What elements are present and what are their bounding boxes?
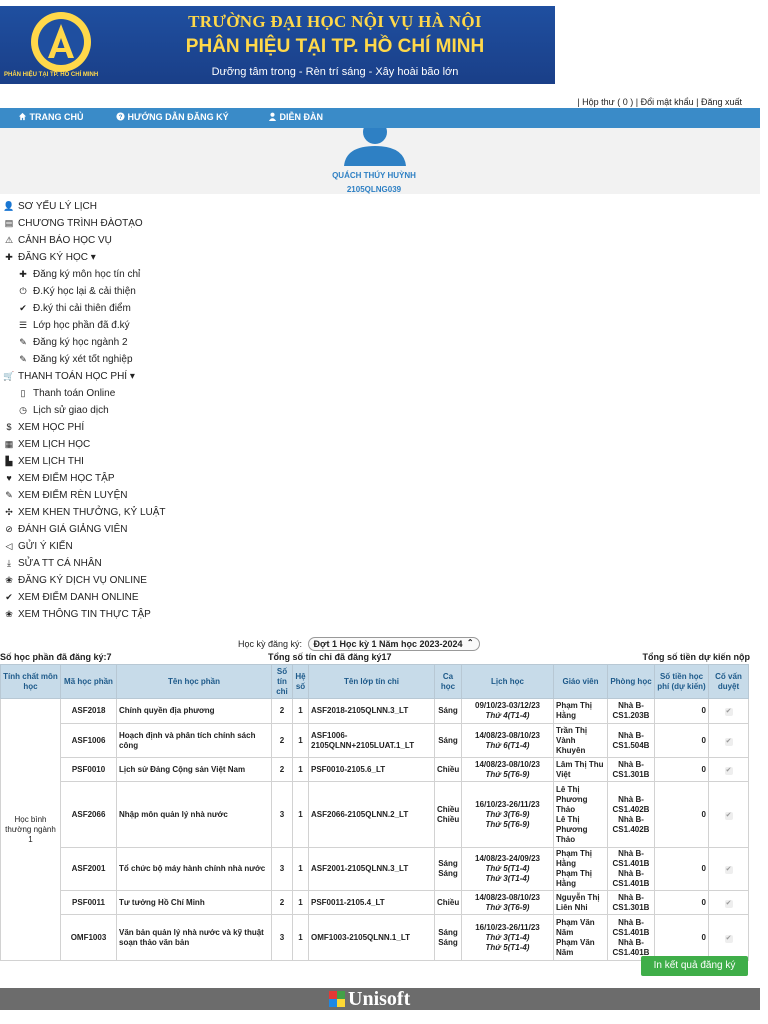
schedule-date-range: 16/10/23-26/11/23 [475,799,540,809]
fee: 0 [655,848,709,891]
sidebar-item-4[interactable] [0,266,300,283]
menu-item-icon: ▦ [4,439,14,449]
schedule [462,782,554,848]
cell-line: Nhà B-CS1.401B [612,849,650,868]
cell-line: Thứ 3(T6-9) [485,809,530,819]
menu-item-icon: 👤 [3,201,15,211]
column-header: Lịch học [462,665,554,699]
menu-item-label: Lịch sử giao dịch [33,405,109,416]
class-name: ASF1006-2105QLNN+2105LUAT.1_LT [309,724,435,758]
menu-item-label: Thanh toán Online [33,388,116,399]
footer-brand: Unisoft [348,988,411,1010]
table-row [1,699,749,724]
menu-item-icon: ✚ [5,252,13,262]
menu-item-icon: ✔ [19,303,27,313]
approved-check-icon: ✔ [725,737,732,745]
menu-item-icon: ▯ [20,388,26,398]
table-row [1,915,749,961]
sidebar-item-13[interactable] [0,419,300,436]
course-name: Hoạch định và phân tích chính sách công [117,724,272,758]
sidebar-item-7[interactable] [0,317,300,334]
approved-check-icon: ✔ [725,708,732,715]
logo-caption: PHÂN HIỆU TẠI TP. HỒ CHÍ MINH [4,72,99,78]
menu-item-icon: ◷ [19,405,27,415]
estimated-fee-label: Tổng số tiền dự kiến nộp [642,652,750,662]
approved-check-icon: ✔ [725,866,732,873]
menu-item-label: XEM ĐIỂM DANH ONLINE [18,592,139,603]
cell-line: Lê Thị Phương Thảo [556,784,588,814]
column-header: Cố vấn duyệt [709,665,749,699]
university-logo [14,10,108,74]
user-icon [268,112,277,121]
teacher [554,724,608,758]
student-name: QUÁCH THÚY HUỲNH [332,171,416,180]
advisor-approval [709,699,749,724]
coefficient: 1 [293,915,309,961]
main-navbar [0,108,760,128]
sidebar-item-6[interactable] [0,300,300,317]
sidebar-item-15[interactable] [0,453,300,470]
coefficient: 1 [293,891,309,915]
sidebar-item-3[interactable] [0,249,300,266]
nav-home[interactable]: TRANG CHỦ [18,112,84,122]
column-header: Mã học phần [61,665,117,699]
sidebar-item-0[interactable] [0,198,300,215]
cell-line: Thứ 5(T1-4) [485,942,530,952]
menu-item-label: XEM HỌC PHÍ [18,422,85,433]
class-name: ASF2001-2105QLNN.3_LT [309,848,435,891]
cell-line: Sáng [438,859,458,868]
shift [435,891,462,915]
course-code: ASF2001 [61,848,117,891]
course-name: Lịch sử Đảng Cộng sản Việt Nam [117,758,272,782]
shift [435,915,462,961]
schedule [462,848,554,891]
column-header: Số tín chỉ [272,665,293,699]
cell-line: Sáng [438,706,458,715]
schedule-date-range: 14/08/23-08/10/23 [475,759,540,769]
course-code: ASF2066 [61,782,117,848]
fee: 0 [655,891,709,915]
cell-line: Sáng [438,937,458,947]
cell-line: Thứ 5(T6-9) [485,769,530,779]
approved-check-icon: ✔ [725,899,732,907]
menu-item-label: CẢNH BÁO HỌC VỤ [18,235,112,246]
advisor-approval [709,848,749,891]
menu-item-label: Lớp học phần đã đ.ký [33,320,130,331]
menu-item-icon: ▙ [5,456,13,466]
room [608,724,655,758]
teacher [554,915,608,961]
column-header: Phòng học [608,665,655,699]
teacher [554,848,608,891]
menu-item-icon: ▤ [4,218,14,228]
cell-line: Lâm Thị Thu Việt [556,759,604,779]
cell-line: Nhà B-CS1.401B [612,937,650,957]
cell-line: Thứ 3(T1-4) [485,932,530,942]
column-header: Hệ số [293,665,309,699]
fee: 0 [655,915,709,961]
sidebar-item-24[interactable] [0,606,300,623]
menu-item-icon: $ [6,422,12,432]
print-registration-button[interactable]: In kết quả đăng ký [641,956,748,976]
cell-line: Chiều [437,897,460,907]
semester-label: Học kỳ đăng ký: [238,639,303,649]
credits: 3 [272,782,293,848]
cell-line: Chiều [437,804,460,814]
course-code: ASF2018 [61,699,117,724]
menu-item-icon: 🛒 [3,371,15,381]
course-code: ASF1006 [61,724,117,758]
class-name: PSF0010-2105.6_LT [309,758,435,782]
semester-select[interactable]: Đợt 1 Học kỳ 1 Năm học 2023-2024 ⌃ [308,637,480,651]
course-code: PSF0010 [61,758,117,782]
cell-line: Trần Thị Vành Khuyên [556,725,588,755]
table-row [1,848,749,891]
cell-line: Chiều [437,814,460,824]
schedule-date-range: 14/08/23-24/09/23 [475,854,540,863]
student-code: 2105QLNG039 [346,185,402,194]
banner-slogan: Dưỡng tâm trong - Rèn trí sáng - Xây hoài bão lớn [211,66,459,78]
advisor-approval [709,724,749,758]
schedule-date-range: 09/10/23-03/12/23 [475,701,540,710]
change-password-link[interactable]: | Đổi mật khẩu [635,97,694,107]
menu-item-icon: ❀ [5,575,13,585]
credits: 2 [272,724,293,758]
credits: 2 [272,891,293,915]
advisor-approval [709,915,749,961]
banner-subtitle: PHÂN HIỆU TẠI TP. HỒ CHÍ MINH [185,36,485,57]
sidebar-item-17[interactable] [0,487,300,504]
cell-line: Thứ 5(T6-9) [485,819,530,829]
table-row [1,758,749,782]
cell-line: Nhà B-CS1.402B [612,794,650,814]
sidebar-item-10[interactable] [0,368,300,385]
cell-line: Thứ 5(T1-4) [485,864,530,873]
menu-item-icon: ❀ [5,609,13,619]
cell-line: Phạm Thị Hằng [556,849,593,868]
cell-line: Nhà B-CS1.401B [612,869,650,888]
sidebar-item-1[interactable] [0,215,300,232]
cell-line: Phạm Văn Năm [556,917,595,937]
sidebar-menu [0,198,300,623]
schedule-date-range: 14/08/23-08/10/23 [475,892,540,902]
column-header: Tên học phần [117,665,272,699]
sidebar-item-20[interactable] [0,538,300,555]
banner-title: TRƯỜNG ĐẠI HỌC NỘI VỤ HÀ NỘI [188,12,482,31]
menu-item-label: XEM LỊCH HỌC [18,439,91,450]
menu-item-icon: ⏻ [19,286,27,296]
menu-item-icon: ✎ [19,354,27,364]
menu-item-icon: ♥ [6,473,12,483]
advisor-approval [709,891,749,915]
class-name: OMF1003-2105QLNN.1_LT [309,915,435,961]
cell-line: Phạm Thị Hằng [556,869,593,888]
menu-item-label: ĐĂNG KÝ HỌC ▾ [18,252,96,263]
menu-item-icon: ☰ [18,320,28,330]
sidebar-item-21[interactable] [0,555,300,572]
cell-line: Phạm Văn Năm [556,937,595,957]
shift [435,724,462,758]
credits: 3 [272,848,293,891]
column-header: Tên lớp tín chỉ [309,665,435,699]
column-header: Số tiền học phí (dự kiến) [655,665,709,699]
course-name: Tổ chức bộ máy hành chính nhà nước [117,848,272,891]
sidebar-item-2[interactable] [0,232,300,249]
menu-item-label: Đăng ký xét tốt nghiệp [33,354,133,365]
menu-item-label: XEM LỊCH THI [18,456,84,467]
menu-item-icon: ✚ [19,269,27,279]
menu-item-icon: ✣ [5,507,13,517]
menu-item-icon: ✎ [5,490,13,500]
course-name: Chính quyền địa phương [117,699,272,724]
home-icon [18,112,27,121]
shift [435,782,462,848]
table-row [1,782,749,848]
menu-item-label: Đ.ký thi cải thiên điểm [33,303,131,314]
class-name: PSF0011-2105.4_LT [309,891,435,915]
semester-selector-row [238,637,480,651]
course-name: Văn bản quản lý nhà nước và kỹ thuật soạn thảo văn bản [117,915,272,961]
schedule [462,699,554,724]
room [608,915,655,961]
header-banner [0,6,555,84]
cell-line: Nhà B-CS1.401B [612,917,650,937]
cell-line: Sáng [438,735,458,745]
schedule [462,915,554,961]
table-row [1,891,749,915]
cell-line: Nguyễn Thị Liên Nhi [556,892,600,912]
table-row [1,724,749,758]
account-links [577,97,742,107]
cell-line: Thứ 3(T1-4) [485,874,530,883]
sidebar-item-19[interactable] [0,521,300,538]
menu-item-label: ĐÁNH GIÁ GIẢNG VIÊN [18,524,128,535]
sidebar-item-12[interactable] [0,402,300,419]
unisoft-logo-icon [328,990,346,1008]
column-header: Ca học [435,665,462,699]
menu-item-icon: ⊘ [5,524,13,534]
sidebar-item-18[interactable] [0,504,300,521]
sidebar-item-22[interactable] [0,572,300,589]
svg-text:?: ? [118,114,123,121]
registered-credits-total: Tổng số tín chỉ đã đăng ký17 [268,652,392,662]
cell-line: Phạm Thị Hằng [556,701,593,720]
cell-line: Lê Thị Phương Thảo [556,814,588,844]
menu-item-icon: ⤓ [7,558,11,568]
nav-forum[interactable]: DIỄN ĐÀN [268,112,323,122]
menu-item-icon: ✎ [19,337,27,347]
registered-courses-count: Số học phần đã đăng ký:7 [0,652,112,662]
approved-check-icon: ✔ [725,811,732,819]
schedule [462,758,554,782]
avatar-icon [342,128,408,166]
cell-line: Sáng [438,927,458,937]
inbox-link[interactable]: | Hộp thư ( 0 ) [577,97,634,107]
menu-item-label: GỬI Ý KIẾN [18,541,73,552]
menu-item-label: THANH TOÁN HỌC PHÍ ▾ [18,371,135,382]
menu-item-label: Đ.Ký học lại & cải thiện [33,286,136,297]
room [608,699,655,724]
menu-item-label: XEM ĐIỂM HỌC TẬP [18,473,115,484]
fee: 0 [655,699,709,724]
cell-line: Nhà B-CS1.203B [612,701,650,720]
fee: 0 [655,724,709,758]
cell-line: Thứ 4(T1-4) [485,711,530,720]
menu-item-label: SỬA TT CÁ NHÂN [18,558,102,569]
sidebar-item-5[interactable] [0,283,300,300]
schedule [462,891,554,915]
teacher [554,699,608,724]
question-icon [116,112,125,121]
sidebar-item-9[interactable] [0,351,300,368]
menu-item-label: Đăng ký học ngành 2 [33,337,128,348]
menu-item-label: XEM ĐIỂM RÈN LUYỆN [18,490,128,501]
fee: 0 [655,758,709,782]
approved-check-icon: ✔ [725,934,732,942]
column-header: Tính chất môn học [1,665,61,699]
menu-item-icon: ✔ [5,592,13,602]
advisor-approval [709,782,749,848]
cell-line: Chiều [437,764,460,774]
menu-item-label: SƠ YẾU LÝ LỊCH [18,201,97,212]
cell-line: Nhà B-CS1.301B [612,892,650,912]
advisor-approval [709,758,749,782]
shift [435,758,462,782]
course-code: PSF0011 [61,891,117,915]
teacher [554,758,608,782]
coefficient: 1 [293,699,309,724]
coefficient: 1 [293,724,309,758]
credits: 2 [272,758,293,782]
fee: 0 [655,782,709,848]
schedule-date-range: 14/08/23-08/10/23 [475,730,540,740]
cell-line: Thứ 3(T6-9) [485,902,530,912]
footer [0,988,760,1010]
course-name: Nhập môn quản lý nhà nước [117,782,272,848]
schedule-date-range: 16/10/23-26/11/23 [475,922,540,932]
teacher [554,891,608,915]
menu-item-label: XEM KHEN THƯỞNG, KỶ LUẬT [18,507,166,518]
class-name: ASF2018-2105QLNN.3_LT [309,699,435,724]
credits: 3 [272,915,293,961]
teacher [554,782,608,848]
cell-line: Nhà B-CS1.402B [612,814,650,834]
table-header-row [1,665,749,699]
cell-line: Nhà B-CS1.301B [612,759,650,779]
menu-item-label: XEM THÔNG TIN THỰC TẬP [18,609,151,620]
cell-line: Nhà B-CS1.504B [612,730,650,750]
class-name: ASF2066-2105QLNN.2_LT [309,782,435,848]
room [608,758,655,782]
credits: 2 [272,699,293,724]
approved-check-icon: ✔ [725,766,732,774]
menu-item-icon: ⚠ [4,235,14,245]
cell-line: Thứ 6(T1-4) [485,740,530,750]
shift [435,848,462,891]
menu-item-label: ĐĂNG KÝ DỊCH VỤ ONLINE [18,575,147,586]
room [608,891,655,915]
sidebar-item-11[interactable] [0,385,300,402]
coefficient: 1 [293,782,309,848]
course-code: OMF1003 [61,915,117,961]
coefficient: 1 [293,848,309,891]
logout-link[interactable]: | Đăng xuất [696,97,742,107]
shift [435,699,462,724]
cell-line: Sáng [438,869,458,878]
course-type-cell: Học bình thường ngành 1 [1,699,61,961]
course-name: Tư tưởng Hồ Chí Minh [117,891,272,915]
menu-item-label: Đăng ký môn học tín chỉ [33,269,141,280]
room [608,848,655,891]
sidebar-item-14[interactable] [0,436,300,453]
menu-item-label: CHƯƠNG TRÌNH ĐÀOTẠO [18,218,143,229]
registered-courses-table [0,664,749,961]
sidebar-item-23[interactable] [0,589,300,606]
schedule [462,724,554,758]
coefficient: 1 [293,758,309,782]
menu-item-icon: ◁ [5,541,13,551]
room [608,782,655,848]
nav-guide[interactable]: ? HƯỚNG DẪN ĐĂNG KÝ [116,112,229,122]
column-header: Giáo viên [554,665,608,699]
sidebar-item-8[interactable] [0,334,300,351]
sidebar-item-16[interactable] [0,470,300,487]
